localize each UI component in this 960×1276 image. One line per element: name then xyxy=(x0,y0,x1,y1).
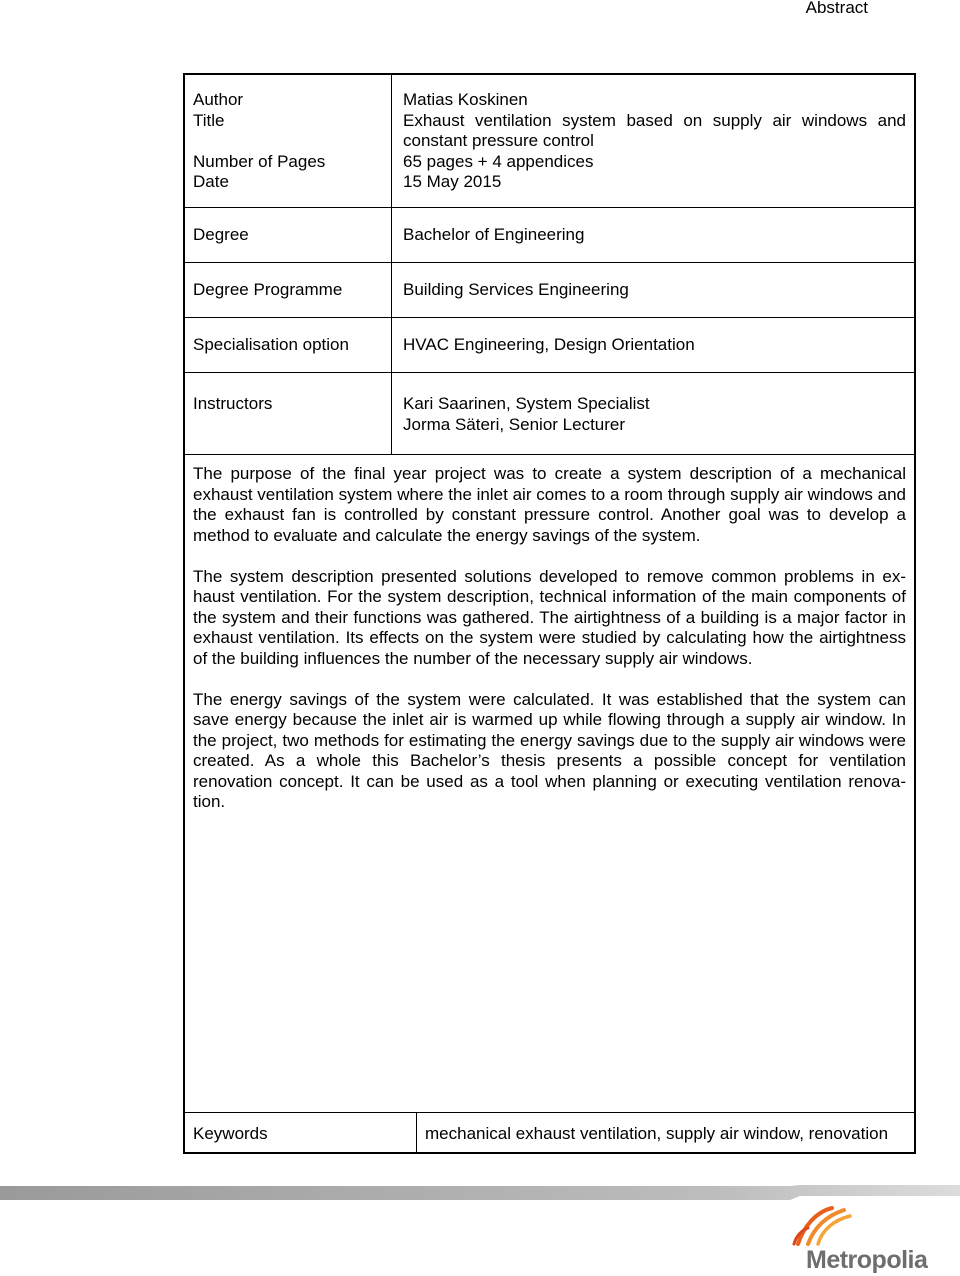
abstract-header-label: Abstract xyxy=(805,0,868,17)
programme-label: Degree Programme xyxy=(193,280,343,299)
divider xyxy=(185,1112,914,1113)
programme-value: Building Services Engineering xyxy=(403,280,629,299)
column-divider xyxy=(416,1112,417,1152)
divider xyxy=(185,372,914,373)
degree-value: Bachelor of Engineering xyxy=(403,225,585,244)
abstract-body xyxy=(193,464,906,833)
instructor-2: Jorma Säteri, Senior Lecturer xyxy=(403,414,626,434)
instructors-label: Instructors xyxy=(193,394,273,413)
abstract-form xyxy=(183,73,916,1154)
keywords-value: mechanical exhaust ventilation, supply air window, renovation xyxy=(425,1124,889,1143)
divider xyxy=(185,207,914,208)
abstract-paragraph-3: The energy savings of the system were calculated. It was established that the system can save energy because the inlet air is warmed up while flowing through a supply air window. In the project, two methods for estimating the energy savings due to the supply air windows were created. As a whole this Bachelor’s thesis presents a possible concept for ventilation renovation concept. It can be used as a tool when planning or executing ventilation renova-tion. xyxy=(193,689,906,811)
column-divider xyxy=(391,75,392,454)
specialisation-value: HVAC Engineering, Design Orientation xyxy=(403,335,695,354)
author-label: Author xyxy=(193,90,244,109)
title-label: Title xyxy=(193,110,225,130)
divider xyxy=(185,262,914,263)
date-label: Date xyxy=(193,172,229,191)
degree-label: Degree xyxy=(193,225,249,244)
pages-value: 65 pages + 4 appendices xyxy=(403,151,594,171)
abstract-paragraph-1: The purpose of the final year project was to create a system description of a mechanical exhaust ventilation system where the inlet air comes to a room through supply air windows and the exhaust fan is controlled by constant pressure control. Another goal was to develop a method to evaluate and calculate the energy savings of the system. xyxy=(193,464,906,545)
author-value: Matias Koskinen xyxy=(403,90,528,109)
divider xyxy=(185,317,914,318)
keywords-label: Keywords xyxy=(193,1124,268,1143)
footer-bar xyxy=(0,1184,960,1202)
pages-label: Number of Pages xyxy=(193,151,326,171)
instructor-1: Kari Saarinen, System Specialist xyxy=(403,394,650,413)
abstract-paragraph-2: The system description presented solutions developed to remove common problems in ex-haust ventilation. For the system description, technical information of the main components of the system and their functions was gathered. The airtightness of a building is a major factor in exhaust ventilation. Its effects on the system were studied by calculating how the airtightness of the building influences the number of the necessary supply air windows. xyxy=(193,566,906,668)
specialisation-label: Specialisation option xyxy=(193,335,349,354)
title-value: Exhaust ventilation system based on supply air windows and constant pressure control xyxy=(403,110,906,150)
date-value: 15 May 2015 xyxy=(403,172,502,191)
metropolia-logo-text: Metropolia xyxy=(806,1246,928,1274)
divider xyxy=(185,454,914,455)
